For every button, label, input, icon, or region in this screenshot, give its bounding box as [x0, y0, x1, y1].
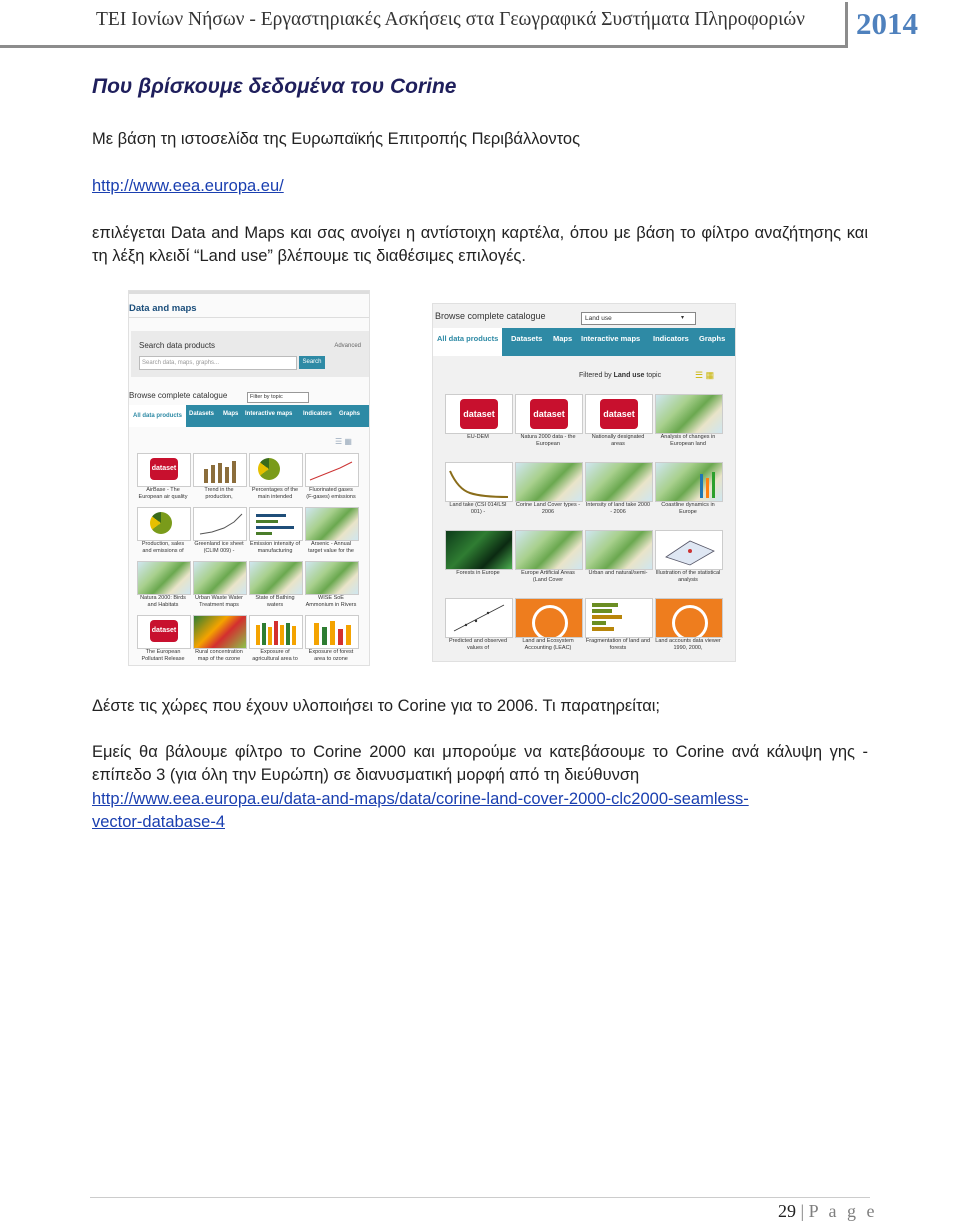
right-tile[interactable] — [445, 394, 511, 454]
eea-link[interactable]: http://www.eea.europa.eu/ — [92, 177, 284, 195]
right-tile[interactable] — [585, 394, 651, 454]
page-footer — [778, 1201, 877, 1222]
tile-caption: Predicted and observed values of — [448, 638, 508, 651]
right-tab-datasets[interactable]: Datasets — [511, 334, 543, 343]
left-tile[interactable] — [137, 507, 189, 555]
left-shot-title: Data and maps — [129, 303, 197, 314]
view-toggle-icon[interactable]: ☰ ▦ — [695, 370, 715, 380]
right-tile[interactable] — [655, 462, 721, 522]
dataset-icon: dataset — [600, 399, 638, 429]
left-search-input[interactable]: Search data, maps, graphs... — [139, 356, 297, 370]
tile-caption: Urban Waste Water Treatment maps — [195, 595, 243, 608]
dataset-icon: dataset — [150, 458, 178, 480]
tile-caption: Analysis of changes in European land — [660, 434, 716, 447]
left-advanced-link[interactable]: Advanced — [334, 343, 361, 349]
left-tabbar — [129, 405, 369, 427]
left-tile[interactable] — [193, 453, 245, 501]
right-tab-maps[interactable]: Maps — [553, 334, 573, 343]
tile-caption: Emission intensity of manufacturing — [249, 541, 301, 554]
right-tile[interactable] — [515, 598, 581, 658]
left-tile[interactable] — [193, 507, 245, 555]
tile-caption: AirBase - The European air quality — [138, 487, 188, 500]
tile-caption: Urban and natural/semi- — [588, 570, 648, 576]
tile-caption: Percentages of the main intended — [251, 487, 299, 500]
left-tile[interactable] — [305, 561, 357, 609]
header-year: 2014 — [856, 6, 918, 41]
right-tile[interactable] — [445, 462, 511, 522]
paragraph-download: Εμείς θα βάλουμε φίλτρο το Corine 2000 και μπορούμε να κατεβάσουμε το Corine ανά κάλυψη γης - επίπεδο 3 (για όλη την Ευρώπη) σε διανυσματική μορφή από τη διεύθυνση — [92, 743, 868, 784]
view-toggle-icon[interactable]: ☰ ▦ — [335, 437, 352, 446]
right-tab-indicators[interactable]: Indicators — [653, 334, 689, 343]
tile-caption: Europe Artificial Areas (Land Cover — [521, 570, 575, 583]
dataset-icon: dataset — [530, 399, 568, 429]
right-tile[interactable] — [655, 394, 721, 454]
left-tile[interactable] — [193, 615, 245, 663]
left-tile[interactable] — [137, 453, 189, 501]
left-tile[interactable] — [305, 453, 357, 501]
left-search-label: Search data products — [139, 341, 216, 350]
tile-caption: EU-DEM — [467, 434, 489, 440]
corine-download-link-line1[interactable]: http://www.eea.europa.eu/data-and-maps/data/corine-land-cover-2000-clc2000-seamless- — [92, 790, 749, 808]
corine-download-link-line2[interactable]: vector-database-4 — [92, 813, 225, 831]
left-tab-maps[interactable]: Maps — [223, 411, 239, 417]
tile-caption: Exposure of forest area to ozone — [308, 649, 354, 662]
paragraph-intro: Με βάση τη ιστοσελίδα της Ευρωπαϊκής Επιτροπής Περιβάλλοντος — [92, 130, 581, 148]
left-tab-interactive-maps[interactable]: Interactive maps — [245, 411, 293, 417]
left-tile[interactable] — [249, 453, 301, 501]
right-tile[interactable] — [515, 462, 581, 522]
dataset-icon: dataset — [150, 620, 178, 642]
right-tile[interactable] — [585, 462, 651, 522]
left-tile[interactable] — [305, 615, 357, 663]
tile-caption: State of Bathing waters — [255, 595, 295, 608]
right-screenshot — [432, 303, 736, 662]
left-filter-select[interactable]: Filter by topic — [247, 392, 309, 403]
page-header — [0, 0, 960, 48]
tile-caption: Land and Ecosystem Accounting (LEAC) — [522, 638, 574, 651]
tile-caption: Arsenic - Annual target value for the — [308, 541, 354, 554]
tile-caption: Corine Land Cover types - 2006 — [515, 502, 581, 515]
right-tile[interactable] — [515, 530, 581, 590]
section-heading: Που βρίσκουμε δεδομένα του Corine — [92, 75, 457, 98]
dataset-icon: dataset — [460, 399, 498, 429]
left-tile[interactable] — [137, 615, 189, 663]
page-word: P a g e — [808, 1201, 878, 1221]
left-tab-all[interactable]: All data products — [129, 405, 186, 427]
tile-caption: Forests in Europe — [456, 570, 500, 576]
tile-caption: Illustration of the statistical analysis — [655, 570, 721, 583]
header-title: ΤΕΙ Ιονίων Νήσων - Εργαστηριακές Ασκήσεις στα Γεωγραφικά Συστήματα Πληροφοριών — [96, 9, 805, 30]
tile-caption: Natura 2000: Birds and Habitats — [140, 595, 186, 608]
filtered-by-text: Filtered by Land use topic — [579, 372, 662, 379]
footer-rule — [90, 1197, 870, 1198]
left-tile[interactable] — [193, 561, 245, 609]
left-tile[interactable] — [305, 507, 357, 555]
tile-caption: Fluorinated gases (F-gases) emissions — [306, 487, 356, 500]
left-tile[interactable] — [249, 615, 301, 663]
page-number: 29 — [778, 1201, 796, 1221]
chevron-down-icon: ▾ — [681, 315, 685, 321]
tile-caption: Intensity of land take 2000 - 2006 — [585, 502, 651, 515]
tile-caption: WISE SoE Ammonium in Rivers — [305, 595, 357, 608]
tile-caption: Nationally designated areas — [591, 434, 645, 447]
tile-caption: Land accounts data viewer 1990, 2000, — [655, 638, 721, 651]
tile-caption: Production, sales and emissions of — [141, 541, 185, 554]
tile-caption: Rural concentration map of the ozone — [195, 649, 243, 662]
right-browse-label: Browse complete catalogue — [435, 311, 546, 321]
tile-caption: Coastline dynamics in Europe — [661, 502, 715, 515]
right-tile[interactable] — [445, 598, 511, 658]
right-tile[interactable] — [445, 530, 511, 590]
left-screenshot — [128, 290, 370, 666]
right-tab-graphs[interactable]: Graphs — [699, 334, 726, 343]
right-tile[interactable] — [515, 394, 581, 454]
tile-caption: The European Pollutant Release — [141, 649, 185, 662]
paragraph-question: Δέστε τις χώρες που έχουν υλοποιήσει το Corine για το 2006. Τι παρατηρείται; — [92, 697, 660, 715]
tile-caption: Natura 2000 data - the European — [520, 434, 576, 447]
tile-caption: Land take (CSI 014/LSI 001) - — [449, 502, 507, 515]
right-tile[interactable] — [655, 530, 721, 590]
tile-caption: Greenland ice sheet (CLIM 009) - — [194, 541, 244, 554]
right-tile[interactable] — [655, 598, 721, 658]
page-separator: | — [800, 1201, 805, 1221]
right-topic-select[interactable]: Land use — [581, 312, 696, 325]
left-tile[interactable] — [249, 561, 301, 609]
right-tab-interactive-maps[interactable]: Interactive maps — [581, 334, 641, 343]
left-tile[interactable] — [137, 561, 189, 609]
left-tab-indicators[interactable]: Indicators — [303, 411, 332, 417]
left-tab-datasets[interactable]: Datasets — [189, 411, 215, 417]
tile-caption: Fragmentation of land and forests — [585, 638, 651, 651]
left-tab-graphs[interactable]: Graphs — [339, 411, 361, 417]
right-tabbar — [433, 328, 735, 356]
tile-caption: Exposure of agricultural area to — [252, 649, 298, 662]
right-tile[interactable] — [585, 530, 651, 590]
left-tile[interactable] — [249, 507, 301, 555]
header-rule — [0, 45, 848, 48]
header-divider — [845, 2, 848, 48]
left-browse-label: Browse complete catalogue — [129, 391, 228, 400]
left-search-button[interactable]: Search — [299, 356, 325, 369]
tile-caption: Trend in the production, — [204, 487, 234, 500]
right-tile[interactable] — [585, 598, 651, 658]
right-tab-all[interactable]: All data products — [433, 328, 502, 356]
paragraph-data-and-maps: επιλέγεται Data and Maps και σας ανοίγει η αντίστοιχη καρτέλα, όπου με βάση το φίλτρο αναζήτησης και τη λέξη κλειδί “Land use” βλέπουμε τις διαθέσιμες επιλογές. — [92, 224, 868, 265]
